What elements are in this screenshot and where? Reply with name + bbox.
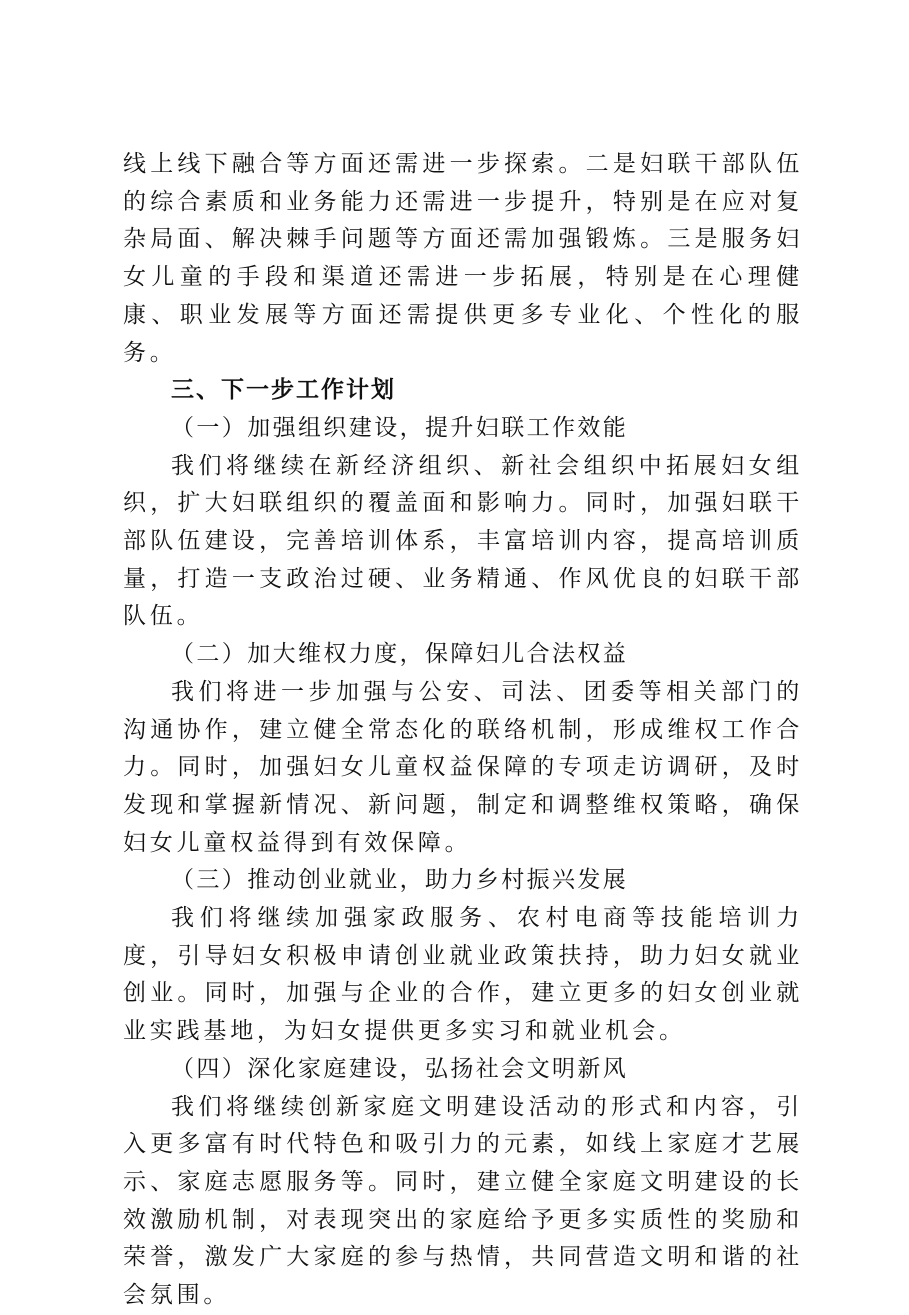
subsection-body-4: 我们将继续创新家庭文明建设活动的形式和内容，引入更多富有时代特色和吸引力的元素，如线上家庭才艺展示、家庭志愿服务等。同时，建立健全家庭文明建设的长效激励机制，对表现突出的家庭给予更多实质性的奖励和荣誉，激发广大家庭的参与热情，共同营造文明和谐的社会氛围。: [123, 1093, 803, 1309]
subsection-body-2: 我们将进一步加强与公安、司法、团委等相关部门的沟通协作，建立健全常态化的联络机制，形成维权工作合力。同时，加强妇女儿童权益保障的专项走访调研，及时发现和掌握新情况、新问题，制定和调整维权策略，确保妇女儿童权益得到有效保障。: [123, 678, 803, 856]
subsection-heading-2: （二）加大维权力度，保障妇儿合法权益: [171, 641, 629, 668]
subsection-heading-1: （一）加强组织建设，提升妇联工作效能: [171, 414, 629, 441]
subsection-heading-4: （四）深化家庭建设，弘扬社会文明新风: [171, 1055, 629, 1082]
continuation-paragraph: 线上线下融合等方面还需进一步探索。二是妇联干部队伍的综合素质和业务能力还需进一步提升，特别是在应对复杂局面、解决棘手问题等方面还需加强锻炼。三是服务妇女儿童的手段和渠道还需进一步拓展，特别是在心理健康、职业发展等方面还需提供更多专业化、个性化的服务。: [123, 151, 803, 366]
subsection-body-1: 我们将继续在新经济组织、新社会组织中拓展妇女组织，扩大妇联组织的覆盖面和影响力。同时，加强妇联干部队伍建设，完善培训体系，丰富培训内容，提高培训质量，打造一支政治过硬、业务精通、作风优良的妇联干部队伍。: [123, 452, 803, 630]
subsection-heading-3: （三）推动创业就业，助力乡村振兴发展: [171, 867, 629, 894]
subsection-body-3: 我们将继续加强家政服务、农村电商等技能培训力度，引导妇女积极申请创业就业政策扶持，助力妇女就业创业。同时，加强与企业的合作，建立更多的妇女创业就业实践基地，为妇女提供更多实习和就业机会。: [123, 905, 803, 1045]
document-body: [123, 146, 803, 1315]
section-heading: 三、下一步工作计划: [171, 377, 396, 404]
